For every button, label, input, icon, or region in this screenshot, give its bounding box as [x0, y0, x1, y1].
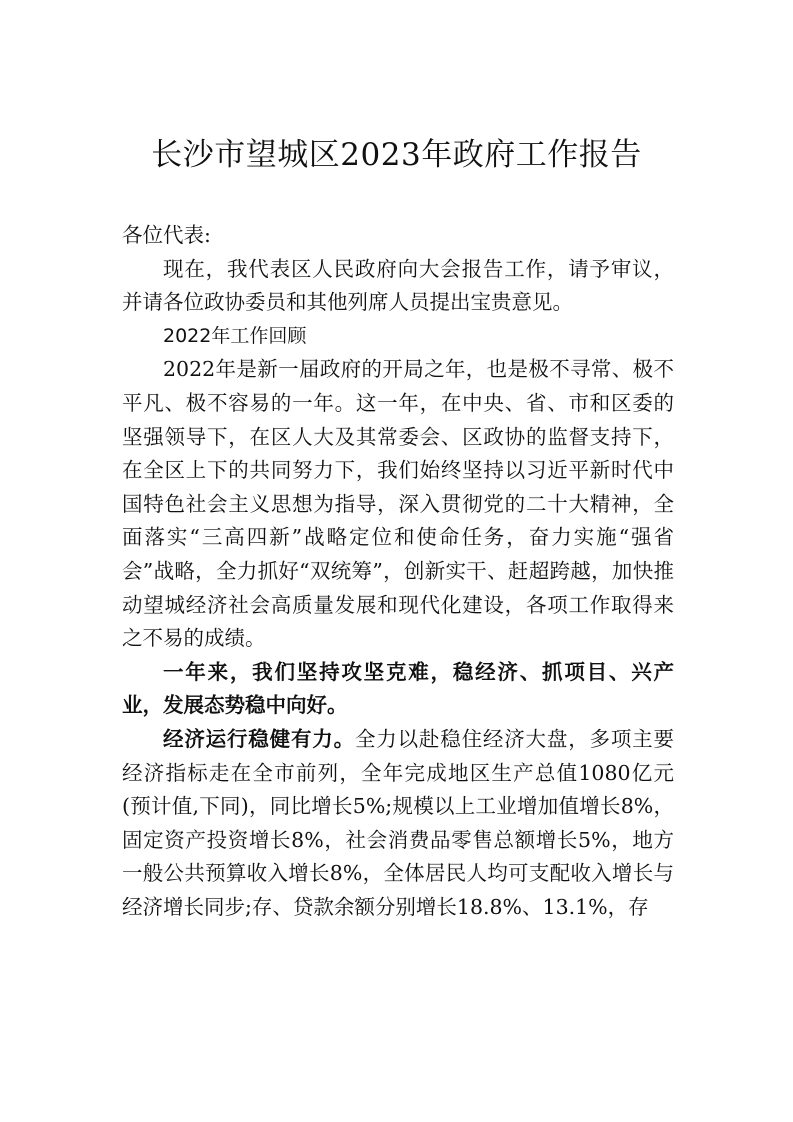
bold-summary-paragraph: 一年来，我们坚持攻坚克难，稳经济、抓项目、兴产业，发展态势稳中向好。 [122, 659, 674, 718]
economy-lead: 经济运行稳健有力。 [163, 726, 355, 751]
economy-paragraph [122, 723, 674, 925]
intro-paragraph: 现在，我代表区人民政府向大会报告工作，请予审议，并请各位政协委员和其他列席人员提出宝贵意见。 [122, 256, 674, 315]
document-body [122, 219, 674, 924]
review-paragraph: 2022年是新一届政府的开局之年，也是极不寻常、极不平凡、极不容易的一年。这一年，在中央、省、市和区委的坚强领导下，在区人大及其常委会、区政协的监督支持下，在全区上下的共同努力下，我们始终坚持以习近平新时代中国特色社会主义思想为指导，深入贯彻党的二十大精神，全面落实“三高四新”战略定位和使命任务，奋力实施“强省会”战略，全力抓好“双统筹”，创新实干、赶超跨越，加快推动望城经济社会高质量发展和现代化建设，各项工作取得来之不易的成绩。 [122, 357, 674, 651]
salutation: 各位代表: [122, 223, 211, 247]
document-title: 长沙市望城区2023年政府工作报告 [151, 137, 642, 173]
economy-text: 全力以赴稳住经济大盘，多项主要经济指标走在全市前列，全年完成地区生产总值1080亿元(预计值,下同)，同比增长5%;规模以上工业增加值增长8%，固定资产投资增长8%，社会消费品零售总额增长5%，地方一般公共预算收入增长8%，全体居民人均可支配收入增长与经济增长同步;存、贷款余额分别增长18.8%、13.1%，存 [122, 726, 675, 919]
section-heading: 2022年工作回顾 [163, 324, 307, 347]
